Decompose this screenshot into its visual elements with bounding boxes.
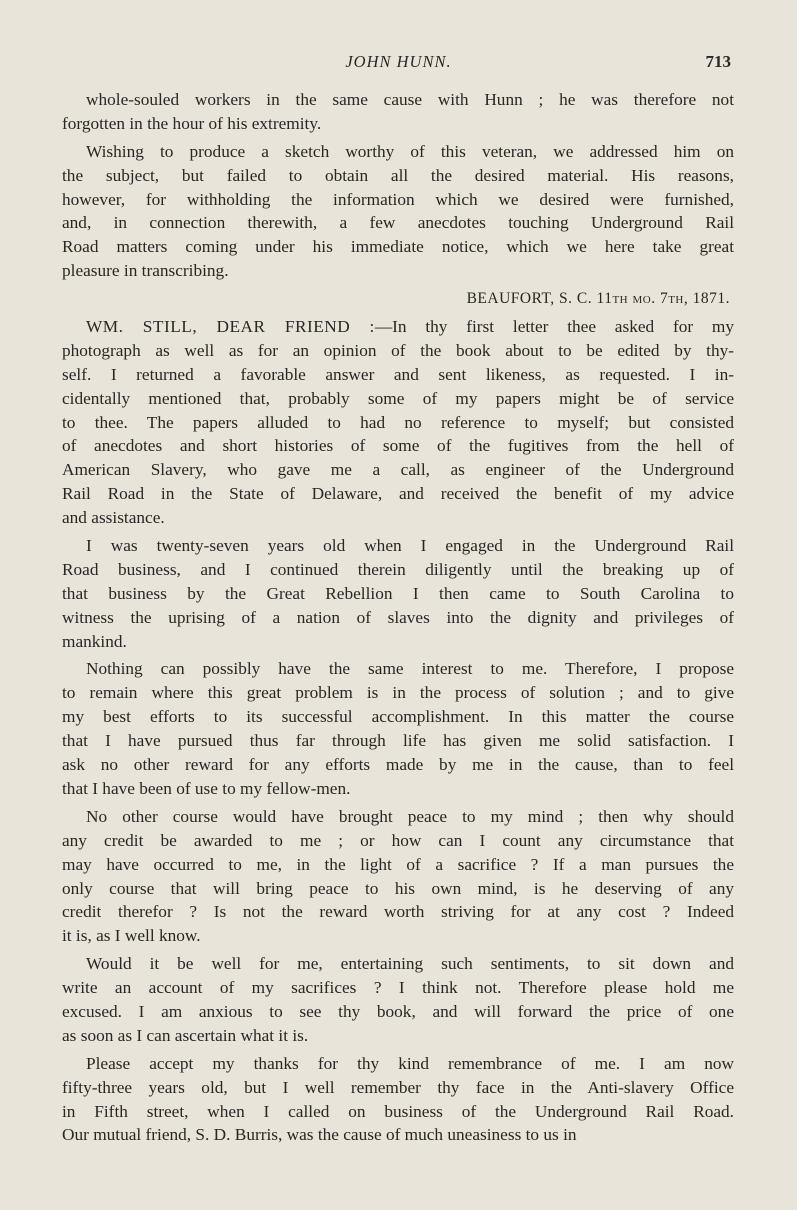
text-line: that I have been of use to my fellow-men.	[62, 778, 351, 798]
text-line: pleasure in transcribing.	[62, 261, 229, 281]
text-line: to remain where this great problem is in the process of solution ; and to give	[62, 683, 734, 703]
page-number: 713	[705, 52, 731, 71]
page-body	[62, 88, 734, 1151]
running-head: JOHN HUNN.	[345, 52, 452, 71]
text-line: that business by the Great Rebellion I then came to South Carolina to	[62, 583, 734, 603]
text-line: mankind.	[62, 631, 127, 651]
letter-opening-paragraph	[62, 315, 734, 530]
text-line: witness the uprising of a nation of slaves into the dignity and privileges of	[62, 607, 734, 627]
text-line: fifty-three years old, but I well remember thy face in the Anti-slavery Office	[62, 1077, 734, 1097]
text-line: whole-souled workers in the same cause with Hunn ; he was therefore not	[86, 90, 734, 109]
text-line: photograph as well as for an opinion of the book about to be edited by thy-	[62, 340, 734, 360]
text-line: forgotten in the hour of his extremity.	[62, 113, 322, 133]
text-line: in Fifth street, when I called on business of the Underground Rail Road.	[62, 1101, 734, 1121]
letter-paragraph	[62, 952, 734, 1048]
text-line: No other course would have brought peace to my mind ; then why should	[86, 806, 734, 826]
text-line: ask no other reward for any efforts made by me in the cause, than to feel	[62, 755, 734, 775]
text-line-rest: —In thy first letter thee asked for my	[374, 317, 734, 337]
letter-paragraph	[62, 1052, 734, 1148]
text-line: only course that will bring peace to his own mind, is he deserving of any	[62, 878, 734, 898]
text-line: any credit be awarded to me ; or how can I count any circumstance that	[62, 830, 734, 850]
text-line: Wishing to produce a sketch worthy of this veteran, we addressed him on	[86, 141, 734, 161]
text-line: the subject, but failed to obtain all the desired material. His reasons,	[62, 165, 734, 185]
text-line: may have occurred to me, in the light of a sacrifice ? If a man pursues the	[62, 854, 734, 874]
text-line: excused. I am anxious to see thy book, and will forward the price of one	[62, 1001, 734, 1021]
text-line	[62, 315, 734, 339]
paragraph	[62, 88, 734, 136]
text-line: American Slavery, who gave me a call, as engineer of the Underground	[62, 460, 734, 480]
dateline: BEAUFORT, S. C. 11th mo. 7th, 1871.	[466, 290, 730, 308]
text-line: and assistance.	[62, 508, 165, 528]
page-header	[62, 52, 735, 78]
paragraph	[62, 140, 734, 283]
letter-paragraph	[62, 805, 734, 948]
text-line: Road matters coming under his immediate notice, which we here take great	[62, 237, 734, 257]
salutation: WM. STILL, DEAR FRIEND :	[86, 317, 375, 337]
text-line: to thee. The papers alluded to had no reference to myself; but consisted	[62, 412, 734, 432]
text-line: credit therefor ? Is not the reward worth striving for at any cost ? Indeed	[62, 902, 734, 922]
text-line: cidentally mentioned that, probably some of my papers might be of service	[62, 388, 734, 408]
letter-paragraph	[62, 534, 734, 653]
text-line: it is, as I well know.	[62, 926, 201, 946]
text-line: Please accept my thanks for thy kind remembrance of me. I am now	[86, 1053, 734, 1073]
text-line: of anecdotes and short histories of some of the fugitives from the hell of	[62, 436, 734, 456]
text-line: as soon as I can ascertain what it is.	[62, 1025, 309, 1045]
text-line: and, in connection therewith, a few anecdotes touching Underground Rail	[62, 213, 734, 233]
text-line: Nothing can possibly have the same interest to me. Therefore, I propose	[86, 659, 734, 679]
text-line: I was twenty-seven years old when I engaged in the Underground Rail	[86, 536, 734, 556]
text-line: Would it be well for me, entertaining such sentiments, to sit down and	[86, 954, 734, 974]
text-line: Our mutual friend, S. D. Burris, was the cause of much uneasiness to us in	[62, 1125, 577, 1145]
text-line: that I have pursued thus far through life has given me solid satisfaction. I	[62, 731, 734, 751]
text-line: Rail Road in the State of Delaware, and received the benefit of my advice	[62, 484, 734, 504]
text-line: my best efforts to its successful accomplishment. In this matter the course	[62, 707, 734, 727]
text-line: write an account of my sacrifices ? I think not. Therefore please hold me	[62, 978, 734, 998]
text-line: self. I returned a favorable answer and sent likeness, as requested. I in-	[62, 364, 734, 384]
letter-paragraph	[62, 657, 734, 800]
text-line: Road business, and I continued therein diligently until the breaking up of	[62, 559, 734, 579]
text-line: however, for withholding the information which we desired were furnished,	[62, 189, 734, 209]
